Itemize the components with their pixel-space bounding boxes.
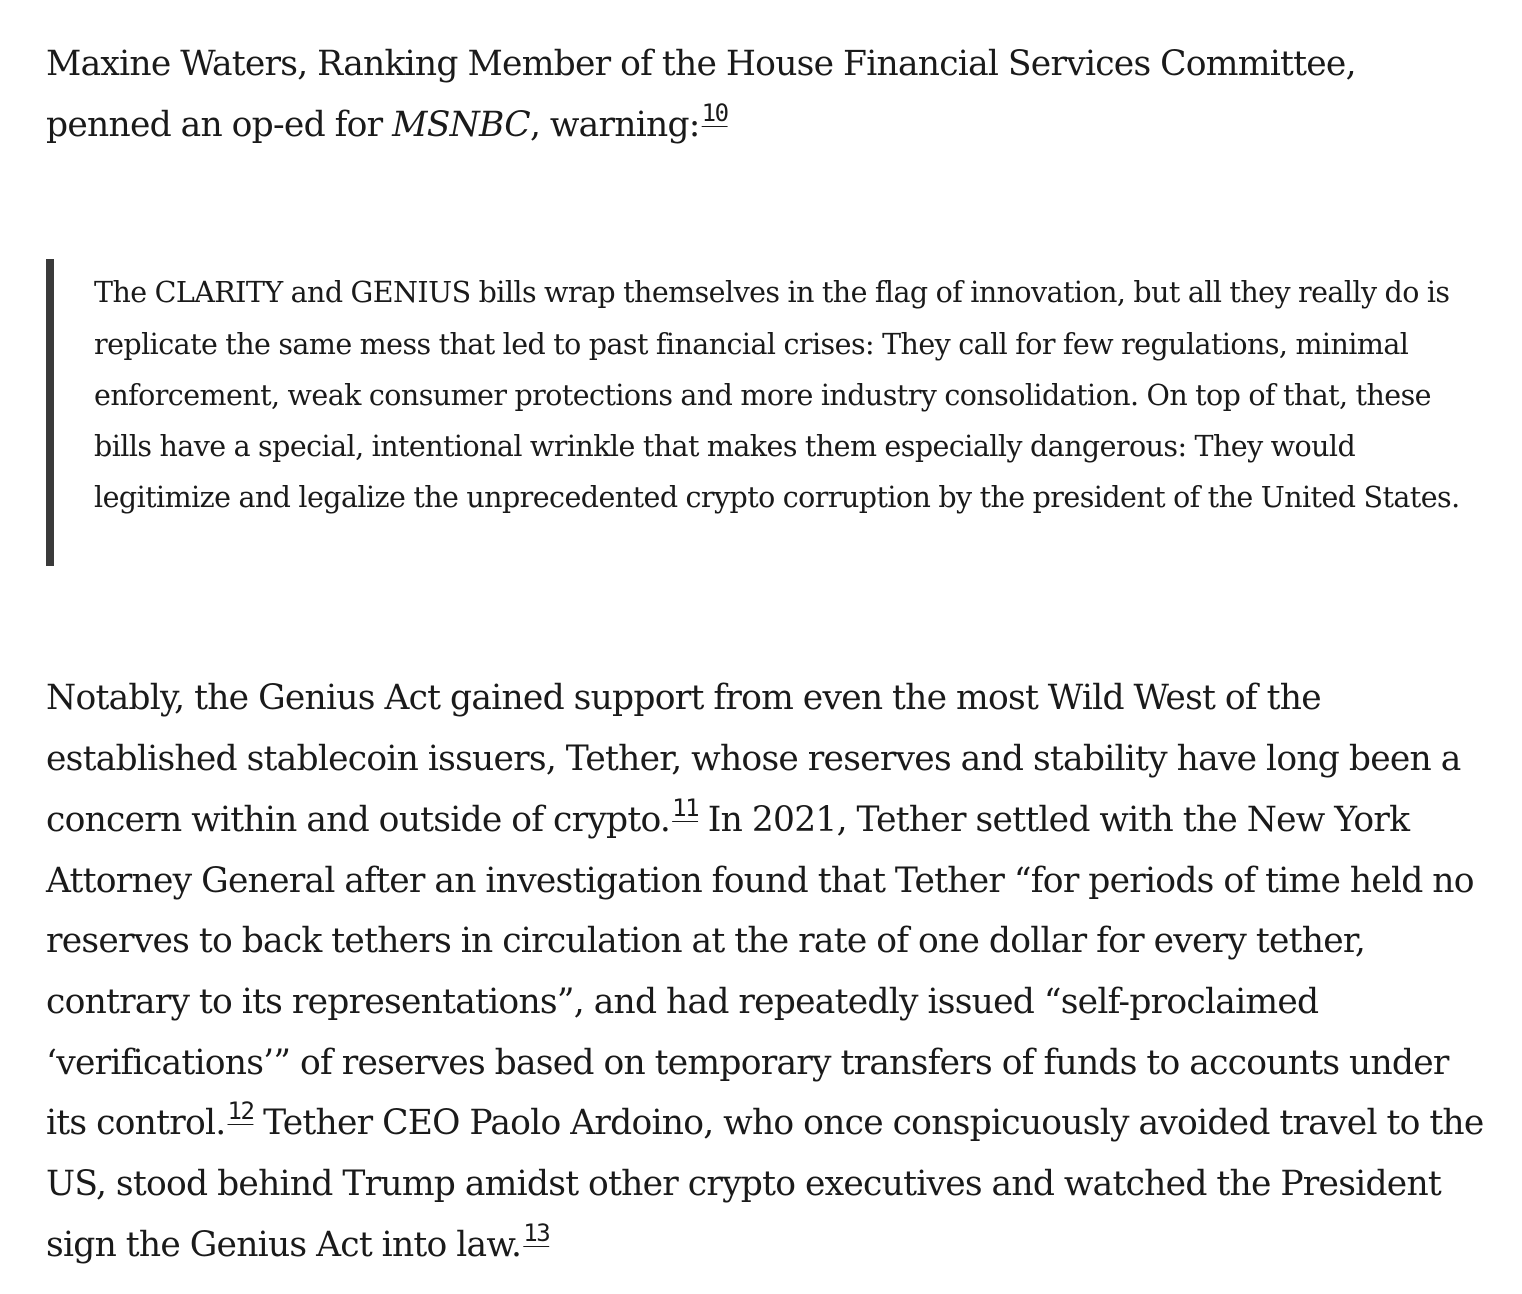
publication-name: MSNBC	[392, 104, 530, 145]
quote-text: The CLARITY and GENIUS bills wrap themselves in the flag of innovation, but all they really do is replicate the same mess that led to past financial crises: They call for few regulations, minimal enforcement, weak consumer protections and more industry consolidation. On top of that, these bills have a special, intentional wrinkle that makes them especially dangerous: They would legitimize and legalize the unprecedented crypto corruption by the president of the United States.	[94, 276, 1460, 515]
body-paragraph	[46, 668, 1486, 1275]
body-text-2: In 2021, Tether settled with the New York Attorney General after an investigation found that Tether “for periods of time held no reserves to back tethers in circulation at the rate of one dollar for every tether, contrary to its representations”, and had repeatedly issued “self-proclaimed ‘verifications’” of reserves based on temporary transfers of funds to accounts under its control.	[46, 799, 1474, 1144]
intro-paragraph	[46, 34, 1486, 155]
body-text-3: Tether CEO Paolo Ardoino, who once conspicuously avoided travel to the US, stood behind Trump amidst other crypto executives and watched the President sign the Genius Act into law.	[46, 1103, 1484, 1265]
footnote-link-12[interactable]: 12	[227, 1097, 254, 1126]
intro-text-end: , warning:	[529, 104, 700, 145]
blockquote	[46, 259, 1486, 566]
article-body	[46, 34, 1486, 1275]
footnote-link-13[interactable]: 13	[523, 1218, 550, 1247]
footnote-link-10[interactable]: 10	[701, 98, 728, 127]
footnote-link-11[interactable]: 11	[672, 793, 699, 822]
body-text-1: Notably, the Genius Act gained support from even the most Wild West of the established stablecoin issuers, Tether, whose reserves and stability have long been a concern within and outside of crypto.	[46, 678, 1461, 840]
intro-text: Maxine Waters, Ranking Member of the House Financial Services Committee, penned an op-ed for	[46, 44, 1356, 145]
